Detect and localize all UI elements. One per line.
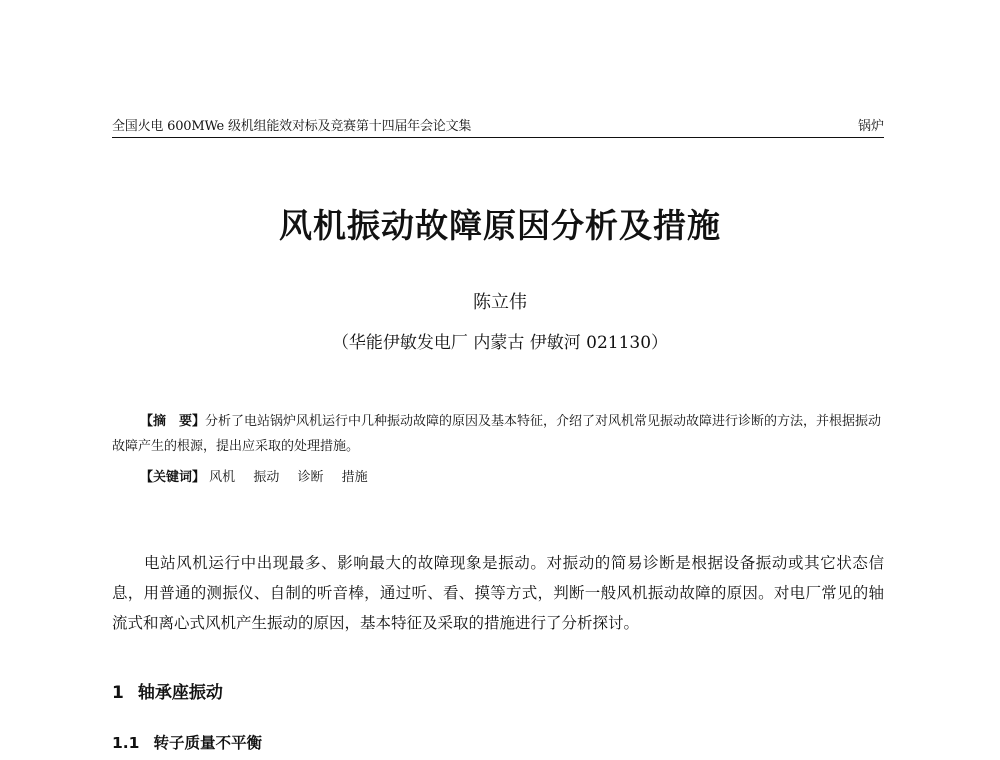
subsection-heading	[112, 731, 262, 753]
keywords	[140, 466, 382, 485]
section-heading	[112, 678, 223, 703]
header-proceedings-title: 全国火电 600MWe 级机组能效对标及竞赛第十四届年会论文集	[112, 119, 472, 134]
keyword-item: 风机	[209, 470, 236, 485]
author-name: 陈立伟	[473, 292, 527, 313]
body-paragraph: 电站风机运行中出现最多、影响最大的故障现象是振动。对振动的简易诊断是根据设备振动或其它状态信息，用普通的测振仪、自制的听音棒，通过听、看、摸等方式，判断一般风机振动故障的原因。对电厂常见的轴流式和离心式风机产生振动的原因，基本特征及采取的措施进行了分析探讨。	[112, 554, 884, 632]
subsection-number: 1.1	[112, 734, 140, 752]
abstract	[112, 409, 884, 459]
keyword-item: 振动	[253, 470, 280, 485]
section-number: 1	[112, 683, 124, 703]
abstract-text: 分析了电站锅炉风机运行中几种振动故障的原因及基本特征，介绍了对风机常见振动故障进行诊断的方法，并根据振动故障产生的根源，提出应采取的处理措施。	[112, 414, 882, 454]
paper-title: 风机振动故障原因分析及措施	[279, 206, 721, 245]
subsection-title: 转子质量不平衡	[153, 734, 262, 752]
keyword-item: 诊断	[297, 470, 324, 485]
abstract-label: 【摘 要】	[140, 414, 206, 429]
running-header	[112, 113, 884, 138]
section-title: 轴承座振动	[137, 683, 223, 703]
author-affiliation: （华能伊敏发电厂 内蒙古 伊敏河 021130）	[331, 333, 669, 353]
header-section-label: 锅炉	[857, 119, 884, 134]
keyword-item: 措施	[341, 470, 368, 485]
keywords-label: 【关键词】	[140, 470, 206, 485]
